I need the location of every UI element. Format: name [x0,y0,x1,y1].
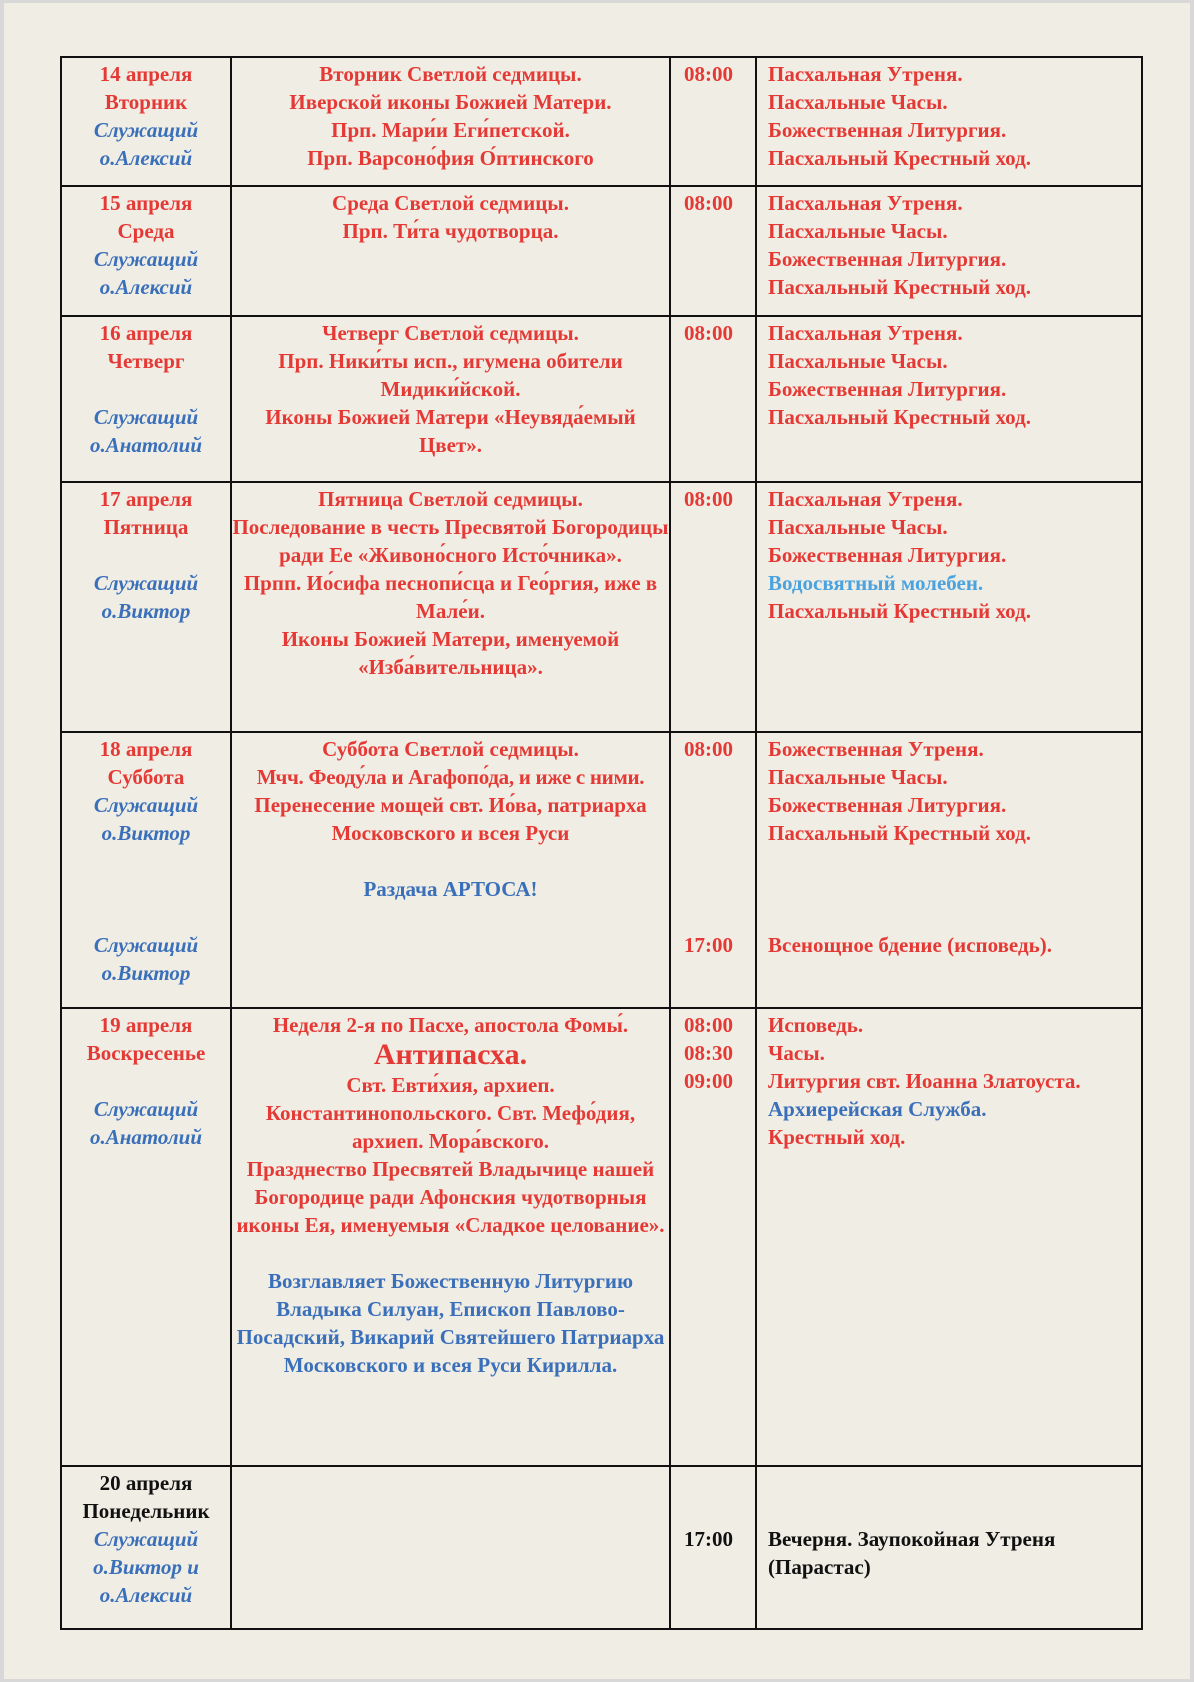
service-item: Божественная Литургия. [768,793,1007,817]
table-row [61,482,1142,732]
service-item: Пасхальные Часы. [768,90,948,114]
celebrant-label: Служащий [93,1527,199,1551]
date-cell [61,1008,231,1466]
service-item: Пасхальный Крестный ход. [768,146,1031,170]
feast-line: Прп. Ти́та чудотворца. [342,219,559,243]
table-row [61,1008,1142,1466]
feast-cell [231,186,670,316]
weekday: Вторник [104,90,188,114]
celebrant-label: Служащий [93,118,199,142]
service-item: Пасхальный Крестный ход. [768,275,1031,299]
feast-line: Прп. Мари́и Еги́петской. [331,118,570,142]
date: 18 апреля [99,737,193,761]
date-cell [61,1466,231,1629]
date: 14 апреля [99,62,193,86]
celebrant-name: о.Анатолий [89,1125,203,1149]
date: 17 апреля [99,487,193,511]
celebrant-name: о.Виктор [101,599,191,623]
table-row [61,316,1142,482]
services-cell [756,482,1142,732]
feast-line: Иконы Божией Матери, именуемой «Изба́вительница». [281,627,620,679]
time-cell [670,732,756,1008]
celebrant-label: Служащий [93,1097,199,1121]
table-row [61,186,1142,316]
feast-line: Суббота Светлой седмицы. [322,737,579,761]
service-item: Пасхальные Часы. [768,349,948,373]
feast-line: Иконы Божией Матери «Неувяда́емый Цвет». [265,405,636,457]
time-cell [670,482,756,732]
date: 15 апреля [99,191,193,215]
feast-cell [231,1008,670,1466]
service-item: Всенощное бдение (исповедь). [768,933,1052,957]
service-item: Пасхальная Утреня. [768,321,963,345]
services-cell [756,1008,1142,1466]
feast-line: Свт. Евти́хия, архиеп. Константинопольского. Свт. Мефо́дия, архиеп. Мора́вского. [265,1073,636,1153]
celebrant-name: о.Виктор [101,961,191,985]
time-cell [670,1008,756,1466]
celebrant-label: Служащий [93,793,199,817]
feast-line: Прп. Варсоно́фия О́птинского [307,146,594,170]
feast-line: Прпп. Ио́сифа песнопи́сца и Гео́ргия, иже в Мале́и. [243,571,658,623]
artos-note: Раздача АРТОСА! [363,877,538,901]
service-item: Вечерня. Заупокойная Утреня (Парастас) [768,1527,1056,1579]
service-item: Пасхальный Крестный ход. [768,821,1031,845]
service-time: 08:00 [684,737,733,761]
feast-title: Антипасха. [373,1038,528,1071]
celebrant-label: Служащий [93,247,199,271]
service-time: 08:00 [684,321,733,345]
weekday: Среда [117,219,175,243]
services-cell [756,186,1142,316]
celebrant-label: Служащий [93,933,199,957]
feast-cell [231,57,670,186]
service-item: Крестный ход. [768,1125,906,1149]
service-item: Божественная Литургия. [768,543,1007,567]
date: 16 апреля [99,321,193,345]
service-time: 09:00 [684,1069,733,1093]
feast-line: Мчч. Феоду́ла и Агафопо́да, и иже с ними. [256,765,645,789]
time-cell [670,57,756,186]
feast-line: Пятница Светлой седмицы. [318,487,583,511]
time-cell [670,1466,756,1629]
service-item: Пасхальная Утреня. [768,191,963,215]
time-cell [670,186,756,316]
date-cell [61,732,231,1008]
feast-line: Прп. Ники́ты исп., игумена обители Мидики́йской. [278,349,623,401]
service-time: 17:00 [684,1527,733,1551]
feast-line: Последование в честь Пресвятой Богородицы ради Ее «Живоно́сного Исто́чника». [232,515,669,567]
table-row [61,57,1142,186]
service-time: 08:00 [684,1013,733,1037]
service-item: Пасхальная Утреня. [768,62,963,86]
celebrant-name: о.Алексий [99,275,193,299]
service-item: Пасхальный Крестный ход. [768,599,1031,623]
feast-line: Перенесение мощей свт. Ио́ва, патриарха Московского и всея Руси [254,793,647,845]
feast-cell [231,482,670,732]
date-cell [61,316,231,482]
service-time: 08:00 [684,487,733,511]
page [4,3,1190,1679]
service-time: 08:00 [684,62,733,86]
celebrant-label: Служащий [93,571,199,595]
service-item: Пасхальные Часы. [768,515,948,539]
table-row [61,1466,1142,1629]
service-item: Пасхальные Часы. [768,219,948,243]
feast-cell [231,732,670,1008]
service-item: Пасхальный Крестный ход. [768,405,1031,429]
feast-heading: Неделя 2-я по Пасхе, апостола Фомы́. [272,1013,629,1037]
service-time: 17:00 [684,933,733,957]
weekday: Пятница [103,515,189,539]
services-cell [756,1466,1142,1629]
weekday: Понедельник [82,1499,210,1523]
service-item: Пасхальная Утреня. [768,487,963,511]
weekday: Воскресенье [86,1041,206,1065]
feast-cell [231,1466,670,1629]
weekday: Суббота [107,765,185,789]
celebrant-name: о.Алексий [99,146,193,170]
schedule-table [60,56,1143,1630]
service-item: Божественная Литургия. [768,247,1007,271]
services-cell [756,316,1142,482]
service-time: 08:30 [684,1041,733,1065]
service-item: Божественная Литургия. [768,118,1007,142]
celebrant-label: Служащий [93,405,199,429]
date: 19 апреля [99,1013,193,1037]
service-item: Литургия свт. Иоанна Златоуста. [768,1069,1081,1093]
table-row [61,732,1142,1008]
celebrant-name: о.Анатолий [89,433,203,457]
service-item: Архиерейская Служба. [768,1097,987,1121]
service-item: Часы. [768,1041,825,1065]
service-time: 08:00 [684,191,733,215]
feast-line: Празднество Пресвятей Владычице нашей Богородице ради Афонския чудотворныя иконы Ея, именуемыя «Сладкое целование». [236,1157,665,1237]
feast-line: Среда Светлой седмицы. [332,191,569,215]
service-item: Исповедь. [768,1013,864,1037]
celebrant-name: о.Виктор и [93,1555,199,1579]
bishop-note: Возглавляет Божественную Литургию Владыка Силуан, Епископ Павлово-Посадский, Викарий Святейшего Патриарха Московского и всея Руси Кирилла. [236,1269,665,1377]
services-cell [756,57,1142,186]
celebrant-name: о.Виктор [101,821,191,845]
feast-line: Иверской иконы Божией Матери. [289,90,612,114]
date-cell [61,57,231,186]
time-cell [670,316,756,482]
celebrant-name: о.Алексий [99,1583,193,1607]
feast-cell [231,316,670,482]
service-item: Пасхальные Часы. [768,765,948,789]
date: 20 апреля [99,1471,193,1495]
service-item: Божественная Утреня. [768,737,984,761]
service-item: Водосвятный молебен. [768,571,984,595]
date-cell [61,482,231,732]
feast-line: Четверг Светлой седмицы. [322,321,579,345]
service-item: Божественная Литургия. [768,377,1007,401]
weekday: Четверг [107,349,185,373]
services-cell [756,732,1142,1008]
date-cell [61,186,231,316]
feast-line: Вторник Светлой седмицы. [319,62,582,86]
